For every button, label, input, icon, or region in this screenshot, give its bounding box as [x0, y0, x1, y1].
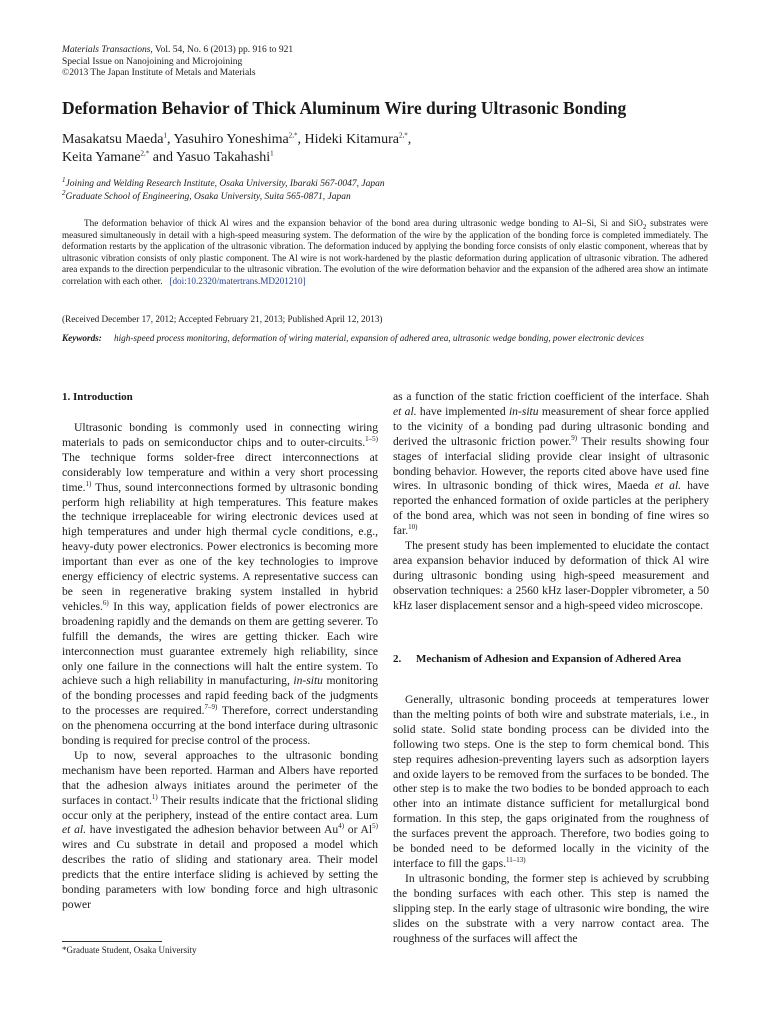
special-issue: Special Issue on Nanojoining and Microjoining — [62, 56, 243, 67]
received-dates: (Received December 17, 2012; Accepted February 21, 2013; Published April 12, 2013) — [62, 314, 383, 324]
citation-ref[interactable]: 11–13) — [506, 856, 526, 865]
paragraph: In ultrasonic bonding, the former step is achieved by scrubbing the bonding surfaces with each other. This step is named the slipping step. In the early stage of ultrasonic wire bonding, the wire slides on the substrate with a very narrow contact area. The roughness of the surfaces will affect the — [393, 871, 709, 945]
paper-title: Deformation Behavior of Thick Aluminum Wire during Ultrasonic Bonding — [62, 98, 627, 118]
affiliations — [62, 175, 385, 204]
right-column-section-2 — [393, 693, 709, 946]
author-list — [62, 131, 411, 167]
section-2-heading: 2. Mechanism of Adhesion and Expansion of Adhered Area — [393, 653, 682, 665]
footnote: *Graduate Student, Osaka University — [62, 945, 197, 955]
affiliation-1: $^1$Joining and Welding Research Institute, Osaka University, Ibaraki 567-0047, Japan — [62, 175, 385, 189]
citation-ref[interactable]: 7–9) — [204, 703, 218, 712]
journal-info — [62, 45, 293, 80]
paragraph: Generally, ultrasonic bonding proceeds at temperatures lower than the melting points of both wire and substrate materials, i.e., in solid state. Solid state bonding process can be divided into the following two steps. One is the step to form chemical bond. This step requires adhesion-preventing layers such as adsorption layers and oxide layers to be removed from the surfaces to be bonded. The other step is to make the two bodies to be bonded approach to each other into an intimate distance sufficient for metallurgical bond formation. In this step, the gaps originated from the roughness of the surfaces prevent the approach. Therefore, two bodies going to be bonded need to be deformed locally in the vicinity of the interface to fill the gaps.$^{11-13)}$ — [393, 693, 709, 870]
keywords-text: high-speed process monitoring, deformation of wiring material, expansion of adhered area, ultrasonic wedge bonding, power electronic devices — [114, 333, 644, 343]
citation-ref[interactable]: 4) — [338, 822, 345, 831]
doi-link[interactable]: [doi:10.2320/matertrans.MD201210] — [169, 275, 306, 286]
journal-citation: Materials Transactions, Vol. 54, No. 6 (2013) pp. 916 to 921 — [62, 45, 294, 55]
paragraph: as a function of the static friction coefficient of the interface. Shah et al. have implemented in-situ measurement of shear force applied to the vicinity of a bonding pad during ultrasonic bonding and derived the ultrasonic friction power.$^{9)}$ Their results showing four stages of interfacial sliding provide clear insight of ultrasonic bonding behavior. However, the reports cited above have used fine wires. In ultrasonic bonding of thick wires, Maeda et al. have reported the enhanced formation of oxide particles at the periphery of the bond area, which was not seen in bonding of fine wires so far.$^{10)}$ — [393, 390, 709, 538]
left-column — [62, 421, 378, 913]
right-column — [393, 390, 709, 614]
citation-ref[interactable]: 1–5) — [365, 435, 378, 444]
copyright: ©2013 The Japan Institute of Metals and Materials — [62, 68, 256, 78]
footnote-divider — [62, 941, 162, 942]
citation-ref[interactable]: 1) — [85, 479, 92, 488]
author-line-1: Masakatsu Maeda$^1$, Yasuhiro Yoneshima$^{2,*}$, Hideki Kitamura$^{2,*}$, — [62, 131, 412, 147]
section-1-heading: 1. Introduction — [62, 391, 133, 403]
paragraph: Up to now, several approaches to the ultrasonic bonding mechanism have been reported. Harman and Albers have reported that the adhesion always initiates around the perimeter of the surfaces in contact.$^{1)}$ Their results indicate that the frictional sliding occur only at the periphery, instead of the entire contact area. Lum et al. have investigated the adhesion behavior between Au$^{4)}$ or Al$^{5)}$ wires and Cu substrate in detail and proposed a model which describes the ratio of sliding and stationary area. Their model predicts that the entire interface sliding is achieved by setting the bonding parameters with low bonding force and high ultrasonic power — [62, 748, 378, 911]
keywords-label: Keywords: — [62, 333, 102, 343]
affiliation-2: $^2$Graduate School of Engineering, Osaka University, Suita 565-0871, Japan — [62, 188, 351, 202]
paragraph: The present study has been implemented to elucidate the contact area expansion behavior induced by deformation of thick Al wire during ultrasonic bonding using high-speed measurement and observation techniques: a 2560 kHz laser-Doppler vibrometer, a 50 kHz laser displacement sensor and a high-speed video microscope. — [393, 539, 709, 612]
citation-ref[interactable]: 9) — [571, 433, 578, 442]
citation-ref[interactable]: 10) — [408, 523, 418, 532]
paragraph: Ultrasonic bonding is commonly used in connecting wiring materials to pads on semiconductor chips and to outer-circuits.$^{1-5)}$ The technique forms solder-free direct interconnections at considerably low temperature and within a very short processing time.$^{1)}$ Thus, sound interconnections formed by ultrasonic bonding perform high reliability at high temperatures. This feature makes the technique irreplaceable for wiring electronic devices used at high temperatures and under high thermal cycle conditions, e.g., heavy-duty power electronics. Power electronics is becoming more important than ever as one of the key technologies to improve energy efficiency of electric systems. A representative success can be seen in regenerative braking system installed in hybrid vehicles.$^{6)}$ In this way, application fields of power electronics are broadening rapidly and the demands on them are getting severer. To fulfill the demands, the wires are getting thicker. Each wire interconnection must guarantee extremely high reliability, since only one failure in the connections will halt the entire system. To achieve such a high reliability in manufacturing, in-situ monitoring of the bonding processes and rapid feeding back of the judgments to the processes are required.$^{7-9)}$ Therefore, correct understanding on the phenomena occurring at the bond interface during ultrasonic bonding is required for precise control of the process. — [62, 421, 378, 748]
citation-ref[interactable]: 6) — [102, 599, 109, 608]
author-line-2: Keita Yamane$^{2,*}$ and Yasuo Takahashi$^1$ — [62, 149, 274, 165]
citation-ref[interactable]: 5) — [372, 822, 378, 831]
citation-ref[interactable]: 1) — [151, 792, 158, 801]
abstract: The deformation behavior of thick Al wires and the expansion behavior of the bond area during ultrasonic wedge bonding to Al–Si, Si and SiO$_2$ substrates were measured simultaneously in detail with a high-speed measuring system. The deformation of the wire by the application of the bonding force is completed immediately. The deformation restarts by the application of the ultrasonic vibration. The deformation induced by applying the bonding force consists of only elastic component, whereas that by ultrasonic vibration consists of only plastic component. The Al wire is not work-hardened by the plastic deformation during application of ultrasonic vibration. The adhered area expands to the direction perpendicular to the ultrasonic vibration. The evolution of the wire deformation behavior and the expansion of the adhered area show an intimate correlation with each other. [doi:10.2320/matertrans.MD201210] — [62, 218, 708, 286]
